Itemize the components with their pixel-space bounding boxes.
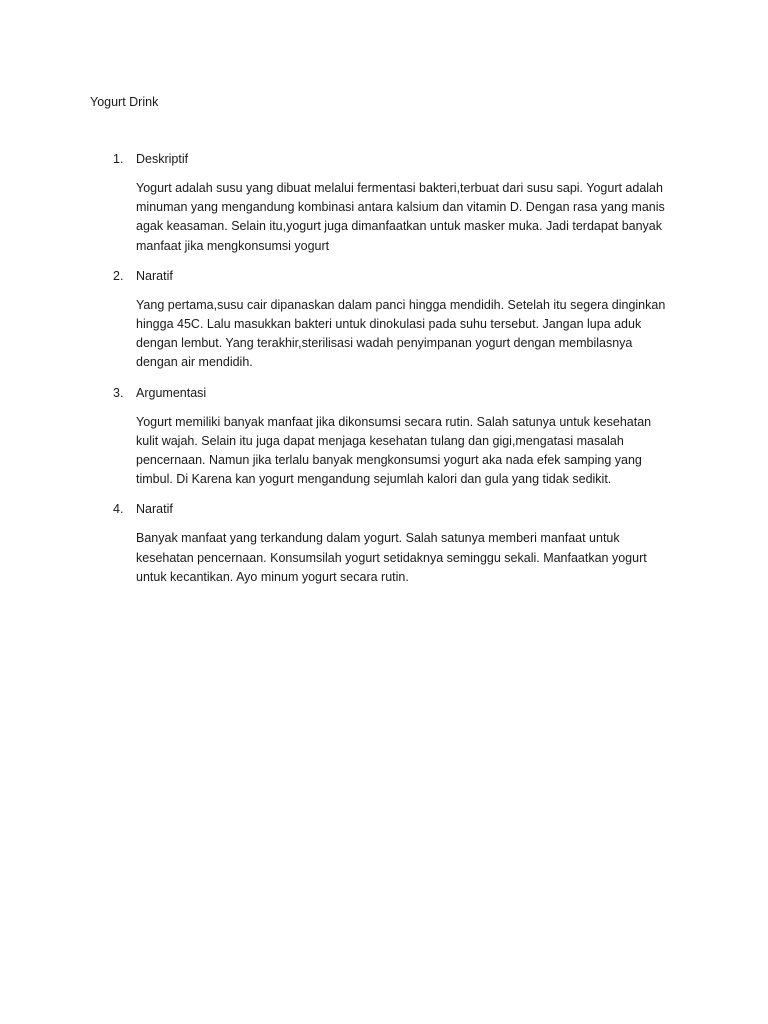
section-number: 1. <box>113 152 124 166</box>
section-argumentation <box>0 384 768 490</box>
section-list <box>0 150 768 598</box>
section-descriptive <box>0 150 768 256</box>
section-number: 4. <box>113 502 124 517</box>
section-header <box>0 150 768 169</box>
section-narrative-2 <box>0 500 768 587</box>
section-header <box>0 384 768 403</box>
section-heading: Naratif <box>136 502 173 517</box>
section-heading: Argumentasi <box>136 385 207 400</box>
section-header <box>0 267 768 286</box>
section-heading: Deskriptif <box>136 152 189 166</box>
section-paragraph: Banyak manfaat yang terkandung dalam yogurt. Salah satunya memberi manfaat untuk kesehatan pencernaan. Konsumsilah yogurt setidaknya seminggu sekali. Manfaatkan yogurt untuk kecantikan. Ayo minum yogurt secara rutin. <box>136 531 647 584</box>
section-heading: Naratif <box>136 268 173 283</box>
section-paragraph: Yogurt adalah susu yang dibuat melalui fermentasi bakteri,terbuat dari susu sapi. Yogurt adalah minuman yang mengandung kombinasi antara kalsium dan vitamin D. Dengan rasa yang manis agak keasaman. Selain itu,yogurt juga dimanfaatkan untuk masker muka. Jadi terdapat banyak manfaat jika mengkonsumsi yogurt <box>136 181 665 253</box>
section-number: 2. <box>113 268 124 283</box>
section-header <box>0 500 768 519</box>
section-number: 3. <box>113 385 124 400</box>
document-title: Yogurt Drink <box>90 95 159 109</box>
section-paragraph: Yogurt memiliki banyak manfaat jika dikonsumsi secara rutin. Salah satunya untuk kesehatan kulit wajah. Selain itu juga dapat menjaga kesehatan tulang dan gigi,mengatasi masalah pencernaan. Namun jika terlalu banyak mengkonsumsi yogurt aka nada efek samping yang timbul. Di Karena kan yogurt mengandung sejumlah kalori dan gula yang tidak sedikit. <box>136 414 652 487</box>
section-narrative <box>0 267 768 373</box>
section-paragraph: Yang pertama,susu cair dipanaskan dalam panci hingga mendidih. Setelah itu segera dinginkan hingga 45C. Lalu masukkan bakteri untuk dinokulasi pada suhu tersebut. Jangan lupa aduk dengan lembut. Yang terakhir,sterilisasi wadah penyimpanan yogurt dengan membilasnya dengan air mendidih. <box>136 297 666 370</box>
